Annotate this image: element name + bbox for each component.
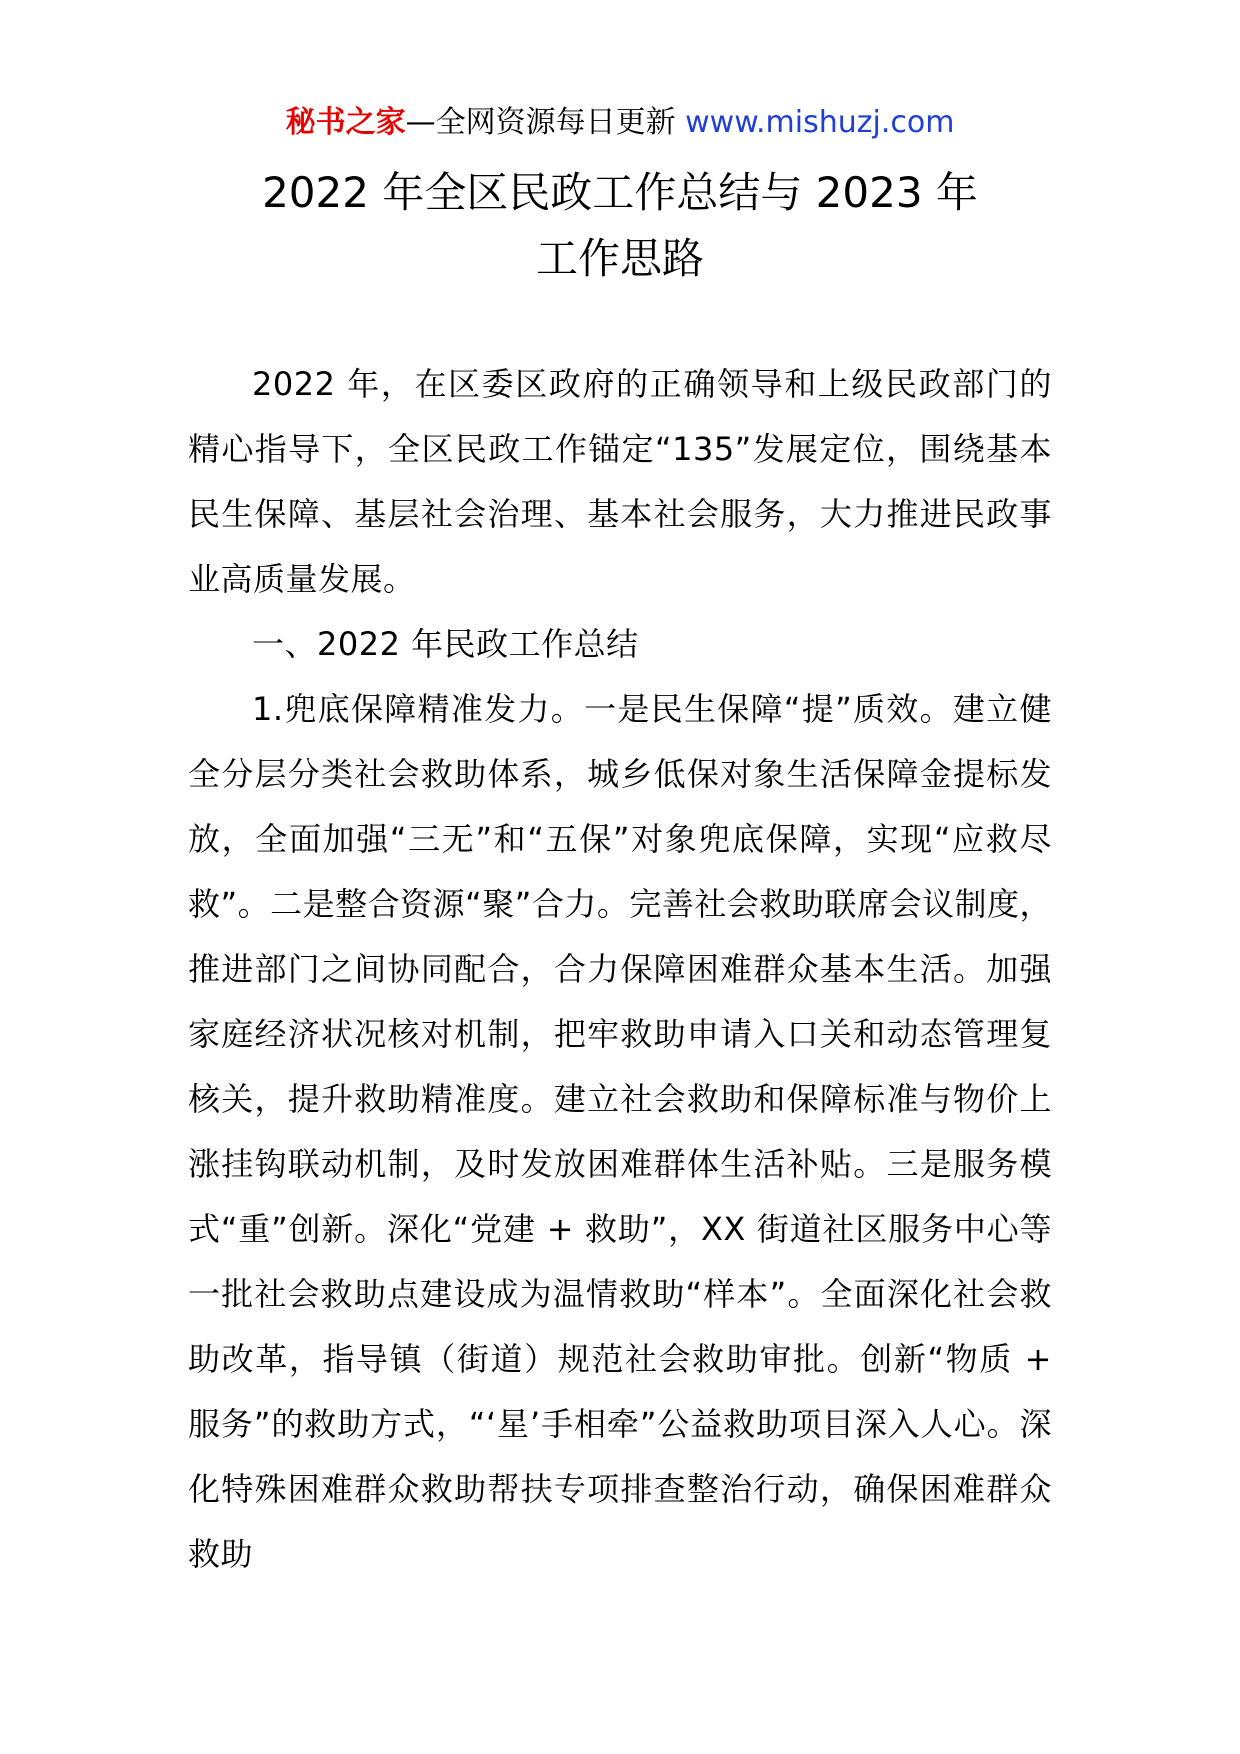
document-title — [0, 160, 1240, 292]
header-slogan: 全网资源每日更新 — [435, 105, 676, 140]
intro-paragraph: 2022 年，在区委区政府的正确领导和上级民政部门的精心指导下，全区民政工作锚定“135”发展定位，围绕基本民生保障、基层社会治理、基本社会服务，大力推进民政事业高质量发展。 — [188, 365, 1052, 598]
site-header — [0, 100, 1240, 146]
header-dash: — — [405, 105, 436, 140]
brand-name: 秘书之家 — [285, 105, 406, 140]
section-heading: 一、2022 年民政工作总结 — [252, 625, 639, 663]
title-line-1: 2022 年全区民政工作总结与 2023 年 — [262, 168, 978, 217]
site-url-link[interactable]: www.mishuzj.com — [685, 105, 955, 140]
document-body — [188, 352, 1052, 1587]
title-line-2: 工作思路 — [535, 234, 704, 283]
body-paragraph: 1.兜底保障精准发力。一是民生保障“提”质效。建立健全分层分类社会救助体系，城乡低保对象生活保障金提标发放，全面加强“三无”和“五保”对象兜底保障，实现“应救尽救”。二是整合资源“聚”合力。完善社会救助联席会议制度，推进部门之间协同配合，合力保障困难群众基本生活。加强家庭经济状况核对机制，把牢救助申请入口关和动态管理复核关，提升救助精准度。建立社会救助和保障标准与物价上涨挂钩联动机制，及时发放困难群体生活补贴。三是服务模式“重”创新。深化“党建 + 救助”，XX 街道社区服务中心等一批社会救助点建设成为温情救助“样本”。全面深化社会救助改革，指导镇（街道）规范社会救助审批。创新“物质 + 服务”的救助方式，“‘星’手相牵”公益救助项目深入人心。深化特殊困难群众救助帮扶专项排查整治行动，确保困难群众救助 — [188, 690, 1052, 1573]
